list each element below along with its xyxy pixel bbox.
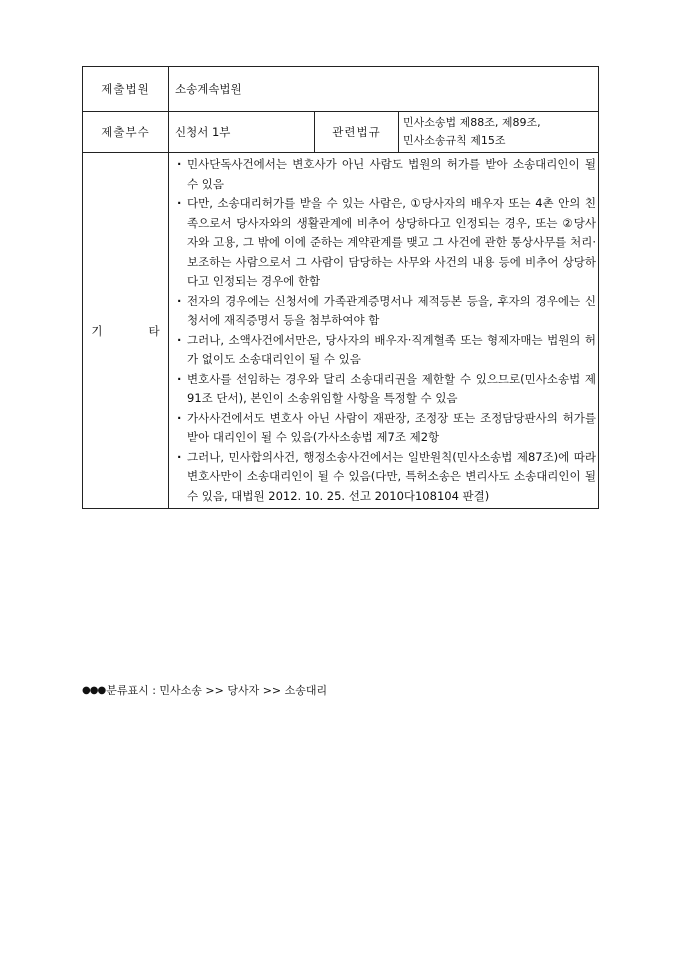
etc-label-char-2: 타 — [148, 323, 160, 338]
classification-footer — [82, 682, 327, 698]
note-item: · 변호사를 선임하는 경우와 달리 소송대리권을 제한할 수 있으므로(민사소송법 제91조 단서), 본인이 소송위임할 사항을 특정할 수 있음 — [177, 370, 596, 409]
etc-row — [83, 153, 599, 509]
note-item: · 다만, 소송대리허가를 받을 수 있는 사람은, ①당사자의 배우자 또는 4촌 안의 친족으로서 당사자와의 생활관계에 비추어 상당하다고 인정되는 경우, 또는 ②당사자와 고용, 그 밖에 이에 준하는 계약관계를 맺고 그 사건에 관한 통상사무를 처리·보조하는 사람으로서 그 사람이 담당하는 사무와 사건의 내용 등에 비추어 상당하다고 인정되는 경우에 한함 — [177, 194, 596, 292]
note-item: · 가사사건에서도 변호사 아닌 사람이 재판장, 조정장 또는 조정담당판사의 허가를 받아 대리인이 될 수 있음(가사소송법 제7조 제2항 — [177, 409, 596, 448]
etc-label — [83, 153, 169, 509]
etc-notes — [169, 153, 599, 509]
bullet-dots-icon: ●●● — [82, 684, 106, 696]
ref-value — [399, 112, 599, 153]
classification-text: 분류표시 : 민사소송 >> 당사자 >> 소송대리 — [106, 684, 328, 697]
court-label: 제출법원 — [83, 67, 169, 112]
ref-line-1: 민사소송법 제88조, 제89조, — [403, 116, 541, 129]
ref-line-2: 민사소송규칙 제15조 — [403, 134, 506, 147]
copies-row — [83, 112, 599, 153]
court-value: 소송계속법원 — [169, 67, 599, 112]
info-table — [82, 66, 599, 509]
note-item: · 그러나, 소액사건에서만은, 당사자의 배우자·직계혈족 또는 형제자매는 법원의 허가 없이도 소송대리인이 될 수 있음 — [177, 331, 596, 370]
note-item: · 전자의 경우에는 신청서에 가족관계증명서나 제적등본 등을, 후자의 경우에는 신청서에 재직증명서 등을 첨부하여야 함 — [177, 292, 596, 331]
copies-value: 신청서 1부 — [169, 112, 315, 153]
note-item: · 그러나, 민사합의사건, 행정소송사건에서는 일반원칙(민사소송법 제87조)에 따라 변호사만이 소송대리인이 될 수 있음(다만, 특허소송은 변리사도 소송대리인이 될 수 있음, 대법원 2012. 10. 25. 선고 2010다108104 판결) — [177, 448, 596, 507]
court-row — [83, 67, 599, 112]
etc-label-char-1: 기 — [91, 323, 103, 338]
note-item: · 민사단독사건에서는 변호사가 아닌 사람도 법원의 허가를 받아 소송대리인이 될 수 있음 — [177, 155, 596, 194]
copies-label: 제출부수 — [83, 112, 169, 153]
ref-label: 관련법규 — [315, 112, 399, 153]
